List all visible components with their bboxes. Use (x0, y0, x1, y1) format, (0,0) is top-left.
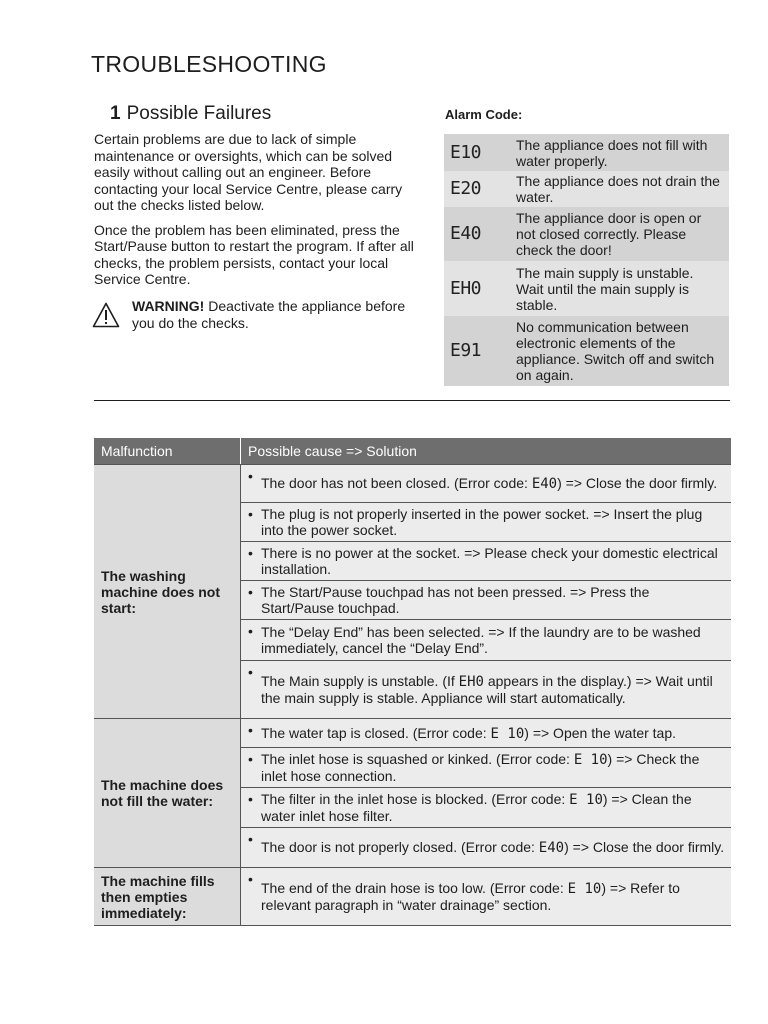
cause-item: • The filter in the inlet hose is blocked. (Error code: E 10) => Clean the water inlet hose filter. (241, 788, 732, 828)
error-code: E 10 (573, 752, 608, 768)
cause-item: • The end of the drain hose is too low. (Error code: E 10) => Refer to relevant paragraph in “water drainage” section. (241, 868, 732, 926)
warning-note (92, 298, 412, 331)
alarm-code: E20 (450, 178, 482, 199)
section-heading (110, 103, 271, 125)
malfunction-cell: The washing machine does not start: (94, 465, 241, 719)
cause-item: • The plug is not properly inserted in the power socket. => Insert the plug into the power socket. (241, 503, 732, 542)
alarm-code-label: Alarm Code: (445, 107, 523, 122)
section-divider (94, 400, 730, 401)
cause-item: • The door has not been closed. (Error code: E40) => Close the door firmly. (241, 465, 732, 503)
section-title: Possible Failures (126, 103, 272, 124)
alarm-row (444, 261, 729, 316)
error-code: E40 (531, 476, 558, 492)
error-code: EH0 (458, 674, 484, 690)
intro-paragraph-2: Once the problem has been eliminated, press the Start/Pause button to restart the program. If after all checks, the problem persists, contact your local Service Centre. (94, 221, 414, 287)
intro-text (94, 131, 414, 296)
header-malfunction: Malfunction (94, 438, 241, 465)
table-header-row (94, 438, 731, 465)
alarm-row (444, 134, 729, 171)
error-code: E 10 (569, 792, 603, 808)
malfunction-table (94, 438, 731, 926)
cause-item: • The water tap is closed. (Error code: E 10) => Open the water tap. (241, 719, 732, 748)
alarm-description: The appliance does not drain the water. (516, 173, 720, 205)
malfunction-cell: The machine does not fill the water: (94, 719, 241, 868)
cause-item: • The Main supply is unstable. (If EH0 appears in the display.) => Wait until the main supply is stable. Appliance will start automatically. (241, 661, 732, 719)
cause-item: • The door is not properly closed. (Error code: E40) => Close the door firmly. (241, 828, 732, 868)
alarm-description: The appliance does not fill with water properly. (516, 136, 708, 169)
malfunction-cell: The machine fills then empties immediately: (94, 868, 241, 926)
cause-item: • The inlet hose is squashed or kinked. (Error code: E 10) => Check the inlet hose connection. (241, 748, 732, 788)
alarm-description: No communication between electronic elements of the appliance. Switch off and switch on again. (516, 319, 715, 383)
cause-item: • The “Delay End” has been selected. => If the laundry are to be washed immediately, cancel the “Delay End”. (241, 620, 732, 661)
error-code: E 10 (490, 725, 525, 742)
warning-triangle-icon (92, 302, 120, 328)
alarm-code: E40 (450, 223, 482, 244)
warning-text (132, 298, 412, 331)
intro-paragraph-1: Certain problems are due to lack of simple maintenance or oversights, which can be solved easily without calling out an engineer. Before contacting your local Service Centre, please carry out the checks listed below. (94, 131, 403, 213)
header-solution: Possible cause => Solution (241, 438, 732, 465)
alarm-code: EH0 (450, 277, 482, 299)
warning-label: WARNING! (132, 298, 205, 314)
cause-item: • The Start/Pause touchpad has not been pressed. => Press the Start/Pause touchpad. (241, 581, 732, 620)
alarm-description: The appliance door is open or not closed correctly. Please check the door! (516, 210, 702, 258)
table-row (94, 719, 731, 748)
alarm-code-table (444, 134, 729, 386)
section-number: 1 (110, 103, 121, 124)
error-code: E40 (538, 840, 565, 856)
table-row (94, 465, 731, 503)
alarm-code: E10 (450, 141, 482, 163)
alarm-code: E91 (450, 340, 482, 361)
error-code: E 10 (567, 881, 602, 897)
alarm-description: The main supply is unstable. Wait until the main supply is stable. (516, 264, 694, 313)
alarm-row (444, 171, 729, 207)
alarm-row (444, 316, 729, 386)
table-row (94, 868, 731, 926)
warning-body: Deactivate the appliance before you do the checks. (132, 298, 406, 331)
cause-item: • There is no power at the socket. => Please check your domestic electrical installation. (241, 542, 732, 581)
alarm-row (444, 207, 729, 261)
page-title: TROUBLESHOOTING (91, 51, 327, 77)
